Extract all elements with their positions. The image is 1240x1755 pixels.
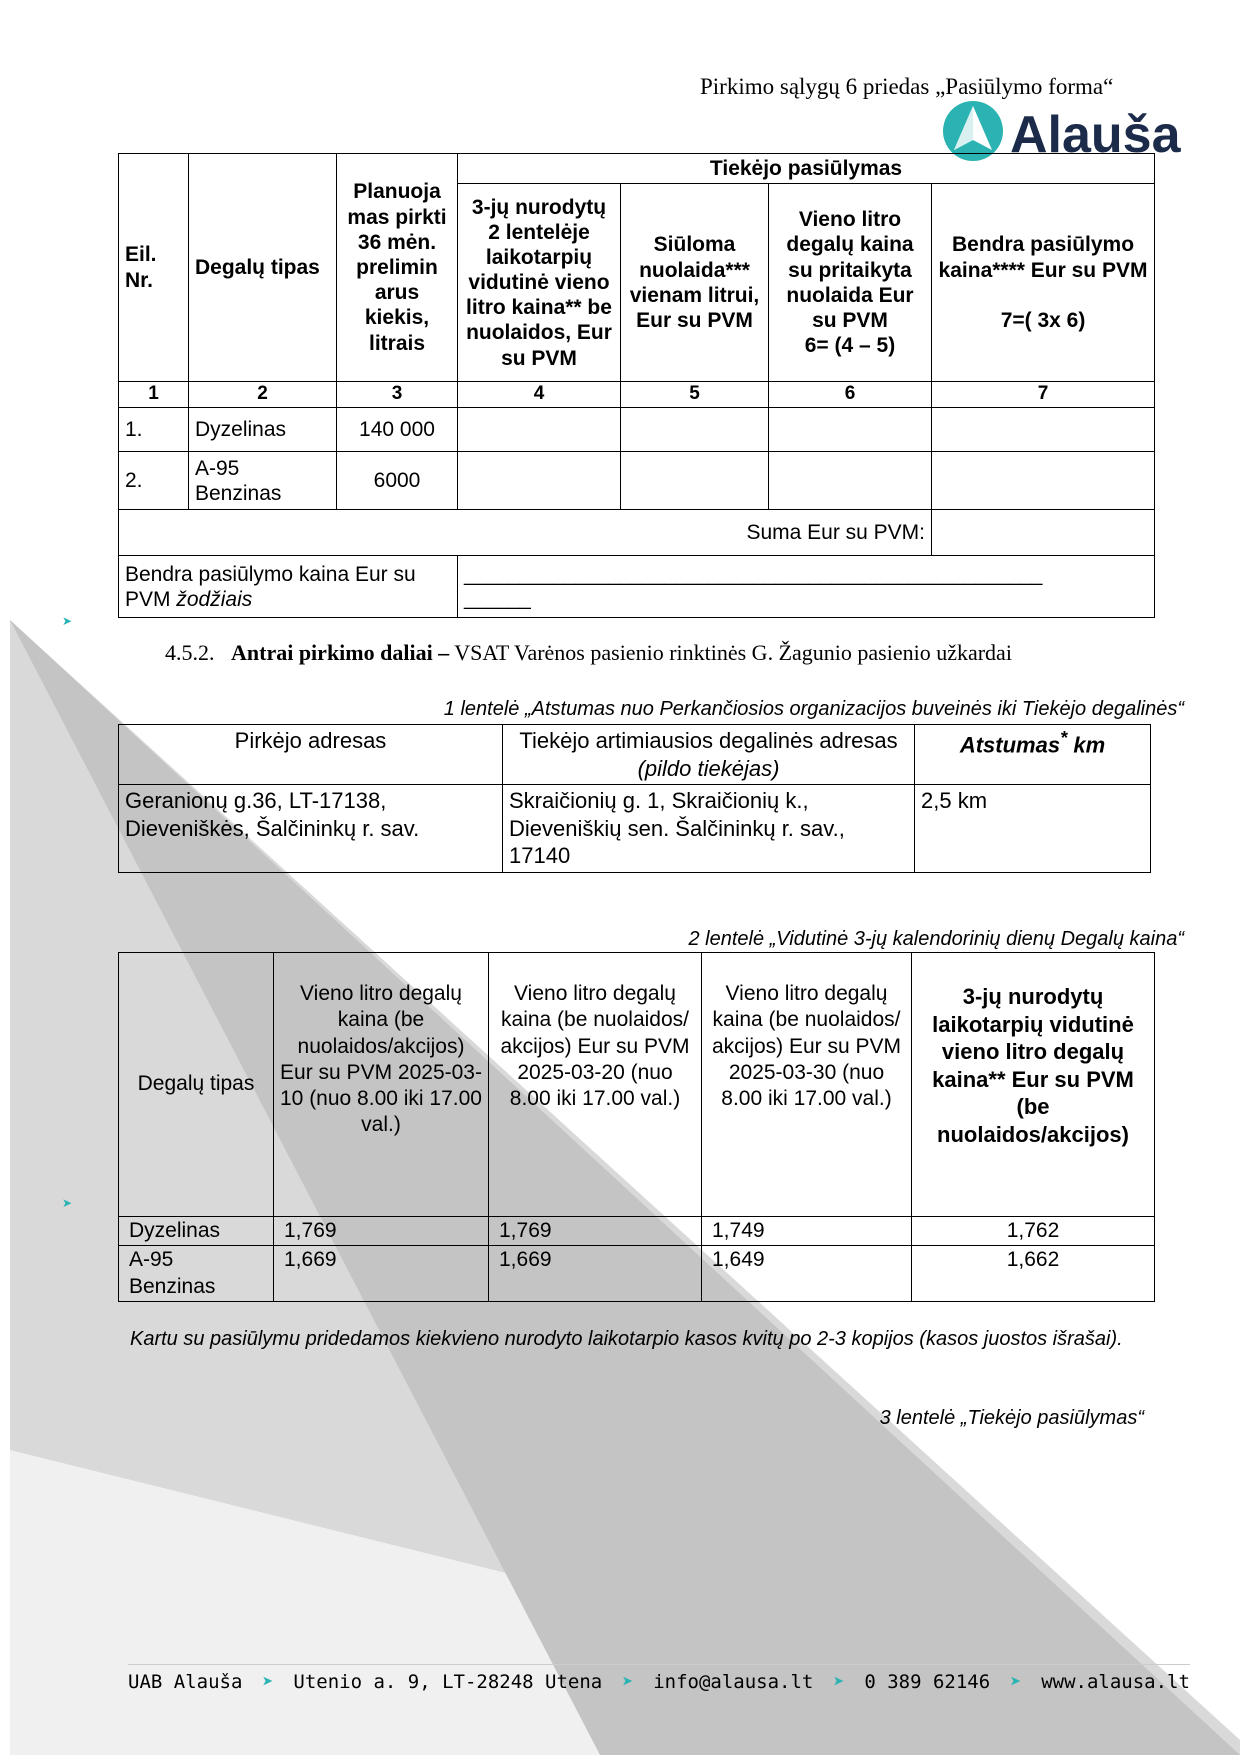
header-distance-text: Atstumas xyxy=(959,732,1061,758)
header-planned-qty: Planuoja mas pirkti 36 mėn. prelimin arus kiekis, litrais xyxy=(337,154,458,382)
row-fuel: Dyzelinas xyxy=(189,408,337,452)
words-label-text: Bendra pasiūlymo kaina Eur su PVM xyxy=(125,562,416,611)
price-table xyxy=(118,952,1155,1302)
header-supplier-note: (pildo tiekėjas) xyxy=(637,755,780,781)
table-row xyxy=(119,452,1155,510)
row-price-3: 1,649 xyxy=(702,1246,912,1302)
row-avg-price: 1,762 xyxy=(912,1217,1155,1246)
table-row xyxy=(119,408,1155,452)
row-price-2: 1,769 xyxy=(489,1217,702,1246)
footer-website[interactable]: www.alausa.lt xyxy=(1041,1671,1190,1693)
header-price-date-2: Vieno litro degalų kaina (be nuolaidos/ akcijos) Eur su PVM 2025-03-20 (nuo 8.00 iki 17.00 val.) xyxy=(489,953,702,1217)
empty-cell xyxy=(458,452,621,510)
section-title-bold: Antrai pirkimo daliai – xyxy=(231,640,450,665)
empty-cell xyxy=(769,452,932,510)
offer-table xyxy=(118,153,1155,618)
row-no: 1. xyxy=(119,408,189,452)
header-distance-mark: * xyxy=(1060,727,1068,748)
document-header-title: Pirkimo sąlygų 6 priedas „Pasiūlymo forma“ xyxy=(700,74,1114,99)
empty-cell xyxy=(458,408,621,452)
section-number: 4.5.2. xyxy=(165,640,215,665)
supplier-address: Skraičionių g. 1, Skraičionių k., Dieveniškių sen. Šalčininkų r. sav., 17140 xyxy=(503,785,915,873)
buyer-address: Geranionų g.36, LT-17138, Dieveniškės, Šalčininkų r. sav. xyxy=(119,785,503,873)
header-supplier-address xyxy=(503,725,915,785)
svg-text:Alauša: Alauša xyxy=(1010,106,1181,164)
row-avg-price: 1,662 xyxy=(912,1246,1155,1302)
row-price-1: 1,669 xyxy=(274,1246,489,1302)
header-fuel-type: Degalų tipas xyxy=(189,154,337,382)
row-fuel: A-95 Benzinas xyxy=(119,1246,274,1302)
sum-value xyxy=(932,510,1155,556)
row-qty: 140 000 xyxy=(337,408,458,452)
row-no: 2. xyxy=(119,452,189,510)
row-fuel: A-95 Benzinas xyxy=(189,452,337,510)
sum-label: Suma Eur su PVM: xyxy=(119,510,932,556)
words-underline: ____________________________________________________ xyxy=(464,563,1043,586)
row-price-3: 1,749 xyxy=(702,1217,912,1246)
header-buyer-address: Pirkėjo adresas xyxy=(119,725,503,785)
empty-cell xyxy=(769,408,932,452)
table4-caption: 3 lentelė „Tiekėjo pasiūlymas“ xyxy=(879,1407,1144,1429)
col-number: 6 xyxy=(769,382,932,408)
section-heading xyxy=(165,640,1012,666)
header-price-formula: 6= (4 – 5) xyxy=(804,334,896,358)
table-row xyxy=(119,1217,1155,1246)
col-number: 5 xyxy=(621,382,769,408)
footer-arrow-icon: ➤ xyxy=(833,1671,845,1693)
col-number: 4 xyxy=(458,382,621,408)
header-price-discount xyxy=(769,184,932,382)
footer-company: UAB Alauša xyxy=(128,1671,243,1693)
header-supplier-text: Tiekėjo artimiausios degalinės adresas xyxy=(519,728,898,753)
words-underline-2: ______ xyxy=(464,587,531,610)
table3-caption: 2 lentelė „Vidutinė 3-jų kalendorinių dienų Degalų kaina“ xyxy=(688,928,1184,950)
col-number: 2 xyxy=(189,382,337,408)
arrow-marker-icon: ➤ xyxy=(62,1196,73,1210)
row-fuel: Dyzelinas xyxy=(119,1217,274,1246)
header-total xyxy=(932,184,1155,382)
header-total-formula: 7=( 3x 6) xyxy=(1000,308,1086,332)
words-line xyxy=(458,556,1155,618)
header-price-date-1: Vieno litro degalų kaina (be nuolaidos/akcijos) Eur su PVM 2025-03-10 (nuo 8.00 iki 17.00 val.) xyxy=(274,953,489,1217)
note-text: Kartu su pasiūlymu pridedamos kiekvieno nurodyto laikotarpio kasos kvitų po 2-3 kopijos (kasos juostos išrašai). xyxy=(130,1328,1123,1350)
distance-value: 2,5 km xyxy=(915,785,1151,873)
footer-address: Utenio a. 9, LT-28248 Utena xyxy=(293,1671,603,1693)
row-price-2: 1,669 xyxy=(489,1246,702,1302)
header-total-text: Bendra pasiūlymo kaina**** Eur su PVM xyxy=(938,233,1148,282)
section-title-rest: VSAT Varėnos pasienio rinktinės G. Žagunio pasienio užkardai xyxy=(449,640,1012,665)
distance-table xyxy=(118,724,1151,873)
footer-phone: 0 389 62146 xyxy=(864,1671,991,1693)
header-price-discount-text: Vieno litro degalų kaina su pritaikyta nuolaida Eur su PVM xyxy=(786,208,914,332)
empty-cell xyxy=(932,452,1155,510)
col-number: 7 xyxy=(932,382,1155,408)
row-qty: 6000 xyxy=(337,452,458,510)
table2-caption: 1 lentelė „Atstumas nuo Perkančiosios organizacijos buveinės iki Tiekėjo degalinės“ xyxy=(443,698,1184,720)
empty-cell xyxy=(932,408,1155,452)
words-label-italic: žodžiais xyxy=(176,587,253,611)
header-fuel-type: Degalų tipas xyxy=(119,953,274,1217)
empty-cell xyxy=(621,452,769,510)
table-row xyxy=(119,785,1151,873)
footer-divider xyxy=(128,1664,1190,1665)
col-number: 1 xyxy=(119,382,189,408)
footer-arrow-icon: ➤ xyxy=(622,1671,634,1693)
header-avg-price: 3-jų nurodytų 2 lentelėje laikotarpių vidutinė vieno litro kaina** be nuolaidos, Eur su PVM xyxy=(458,184,621,382)
col-number: 3 xyxy=(337,382,458,408)
footer-arrow-icon: ➤ xyxy=(262,1671,274,1693)
header-avg-price: 3-jų nurodytų laikotarpių vidutinė vieno litro degalų kaina** Eur su PVM (be nuolaidos/akcijos) xyxy=(912,953,1155,1217)
footer-email[interactable]: info@alausa.lt xyxy=(653,1671,814,1693)
row-price-1: 1,769 xyxy=(274,1217,489,1246)
header-distance xyxy=(915,725,1151,785)
header-distance-unit: km xyxy=(1067,732,1106,758)
footer xyxy=(128,1671,1190,1693)
header-price-date-3: Vieno litro degalų kaina (be nuolaidos/ akcijos) Eur su PVM 2025-03-30 (nuo 8.00 iki 17.00 val.) xyxy=(702,953,912,1217)
header-no: Eil. Nr. xyxy=(119,154,189,382)
empty-cell xyxy=(621,408,769,452)
header-supplier-offer: Tiekėjo pasiūlymas xyxy=(458,154,1155,184)
header-discount: Siūloma nuolaida*** vienam litrui, Eur su PVM xyxy=(621,184,769,382)
arrow-marker-icon: ➤ xyxy=(62,614,73,628)
table-row xyxy=(119,1246,1155,1302)
words-label xyxy=(119,556,458,618)
footer-arrow-icon: ➤ xyxy=(1009,1671,1022,1693)
